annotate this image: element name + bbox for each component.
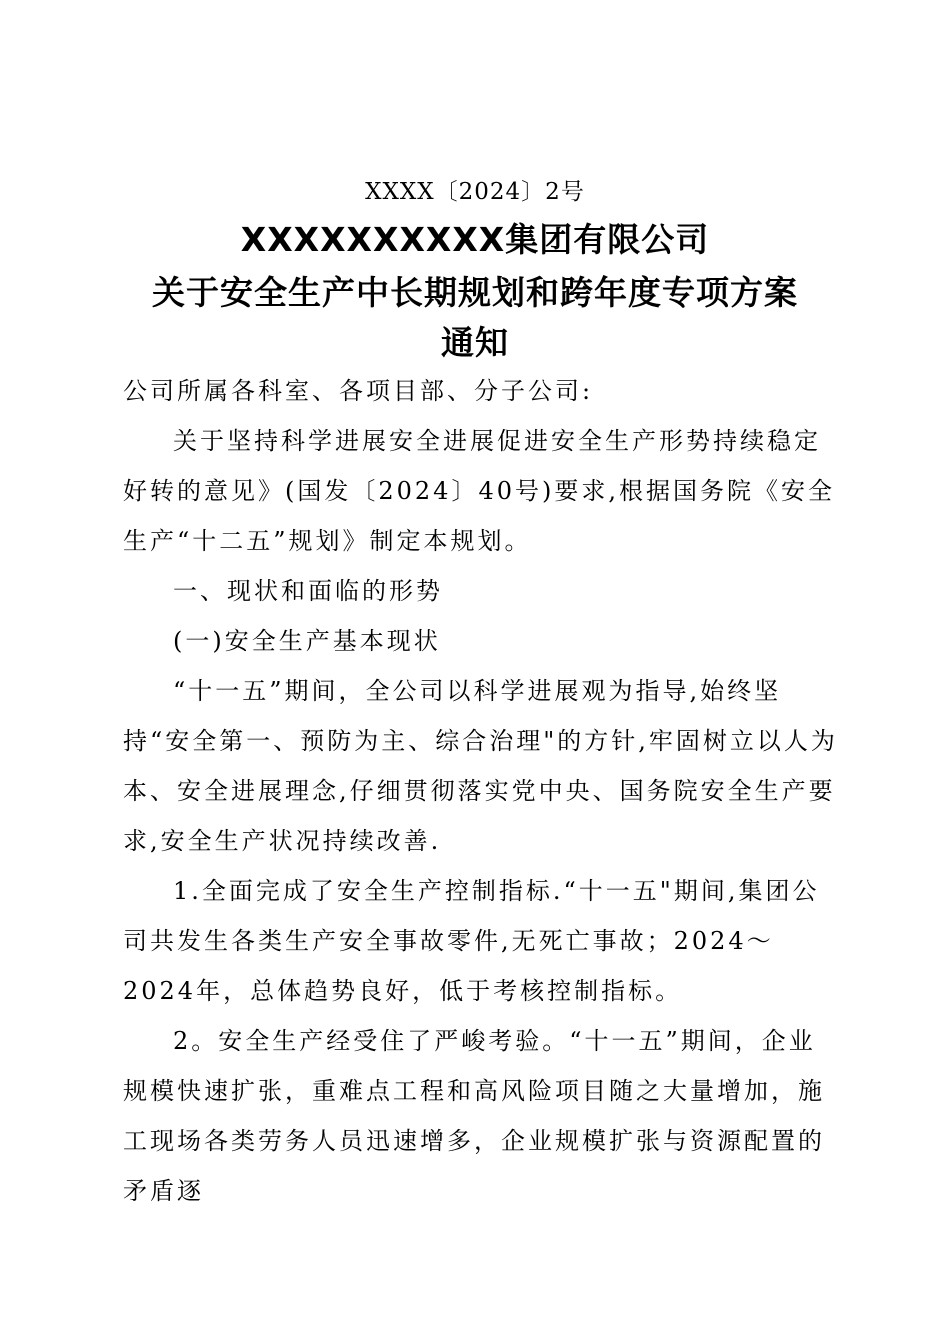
document-title-subject: 关于安全生产中长期规划和跨年度专项方案 bbox=[152, 273, 798, 312]
salutation: 公司所属各科室、各项目部、分子公司: bbox=[123, 377, 594, 405]
paragraph-item-2: 2。安全生产经受住了严峻考验。“十一五”期间，企业规模快速扩张，重难点工程和高风险项目随之大量增加，施工现场各类劳务人员迅速增多，企业规模扩张与资源配置的矛盾逐 bbox=[123, 1027, 825, 1205]
document-number: XXXX〔2024〕2号 bbox=[365, 179, 585, 205]
paragraph-item-1: 1.全面完成了安全生产控制指标.“十一五"期间,集团公司共发生各类生产安全事故零件,无死亡事故；2024～2024年，总体趋势良好，低于考核控制指标。 bbox=[123, 877, 820, 1005]
paragraph-intro: 关于坚持科学进展安全进展促进安全生产形势持续稳定好转的意见》(国发〔2024〕40号)要求,根据国务院《安全生产“十二五”规划》制定本规划。 bbox=[123, 427, 835, 555]
document-title-type: 通知 bbox=[441, 323, 509, 362]
paragraph-status: “十一五”期间，全公司以科学进展观为指导,始终坚持“安全第一、预防为主、综合治理"的方针,牢固树立以人为本、安全进展理念,仔细贯彻落实党中央、国务院安全生产要求,安全生产状况持续改善. bbox=[123, 677, 838, 855]
subsection-heading-1: (一)安全生产基本现状 bbox=[173, 627, 441, 655]
document-title-company: XXXXXXXXXX集团有限公司 bbox=[240, 220, 710, 259]
section-heading-1: 一、现状和面临的形势 bbox=[173, 577, 443, 605]
